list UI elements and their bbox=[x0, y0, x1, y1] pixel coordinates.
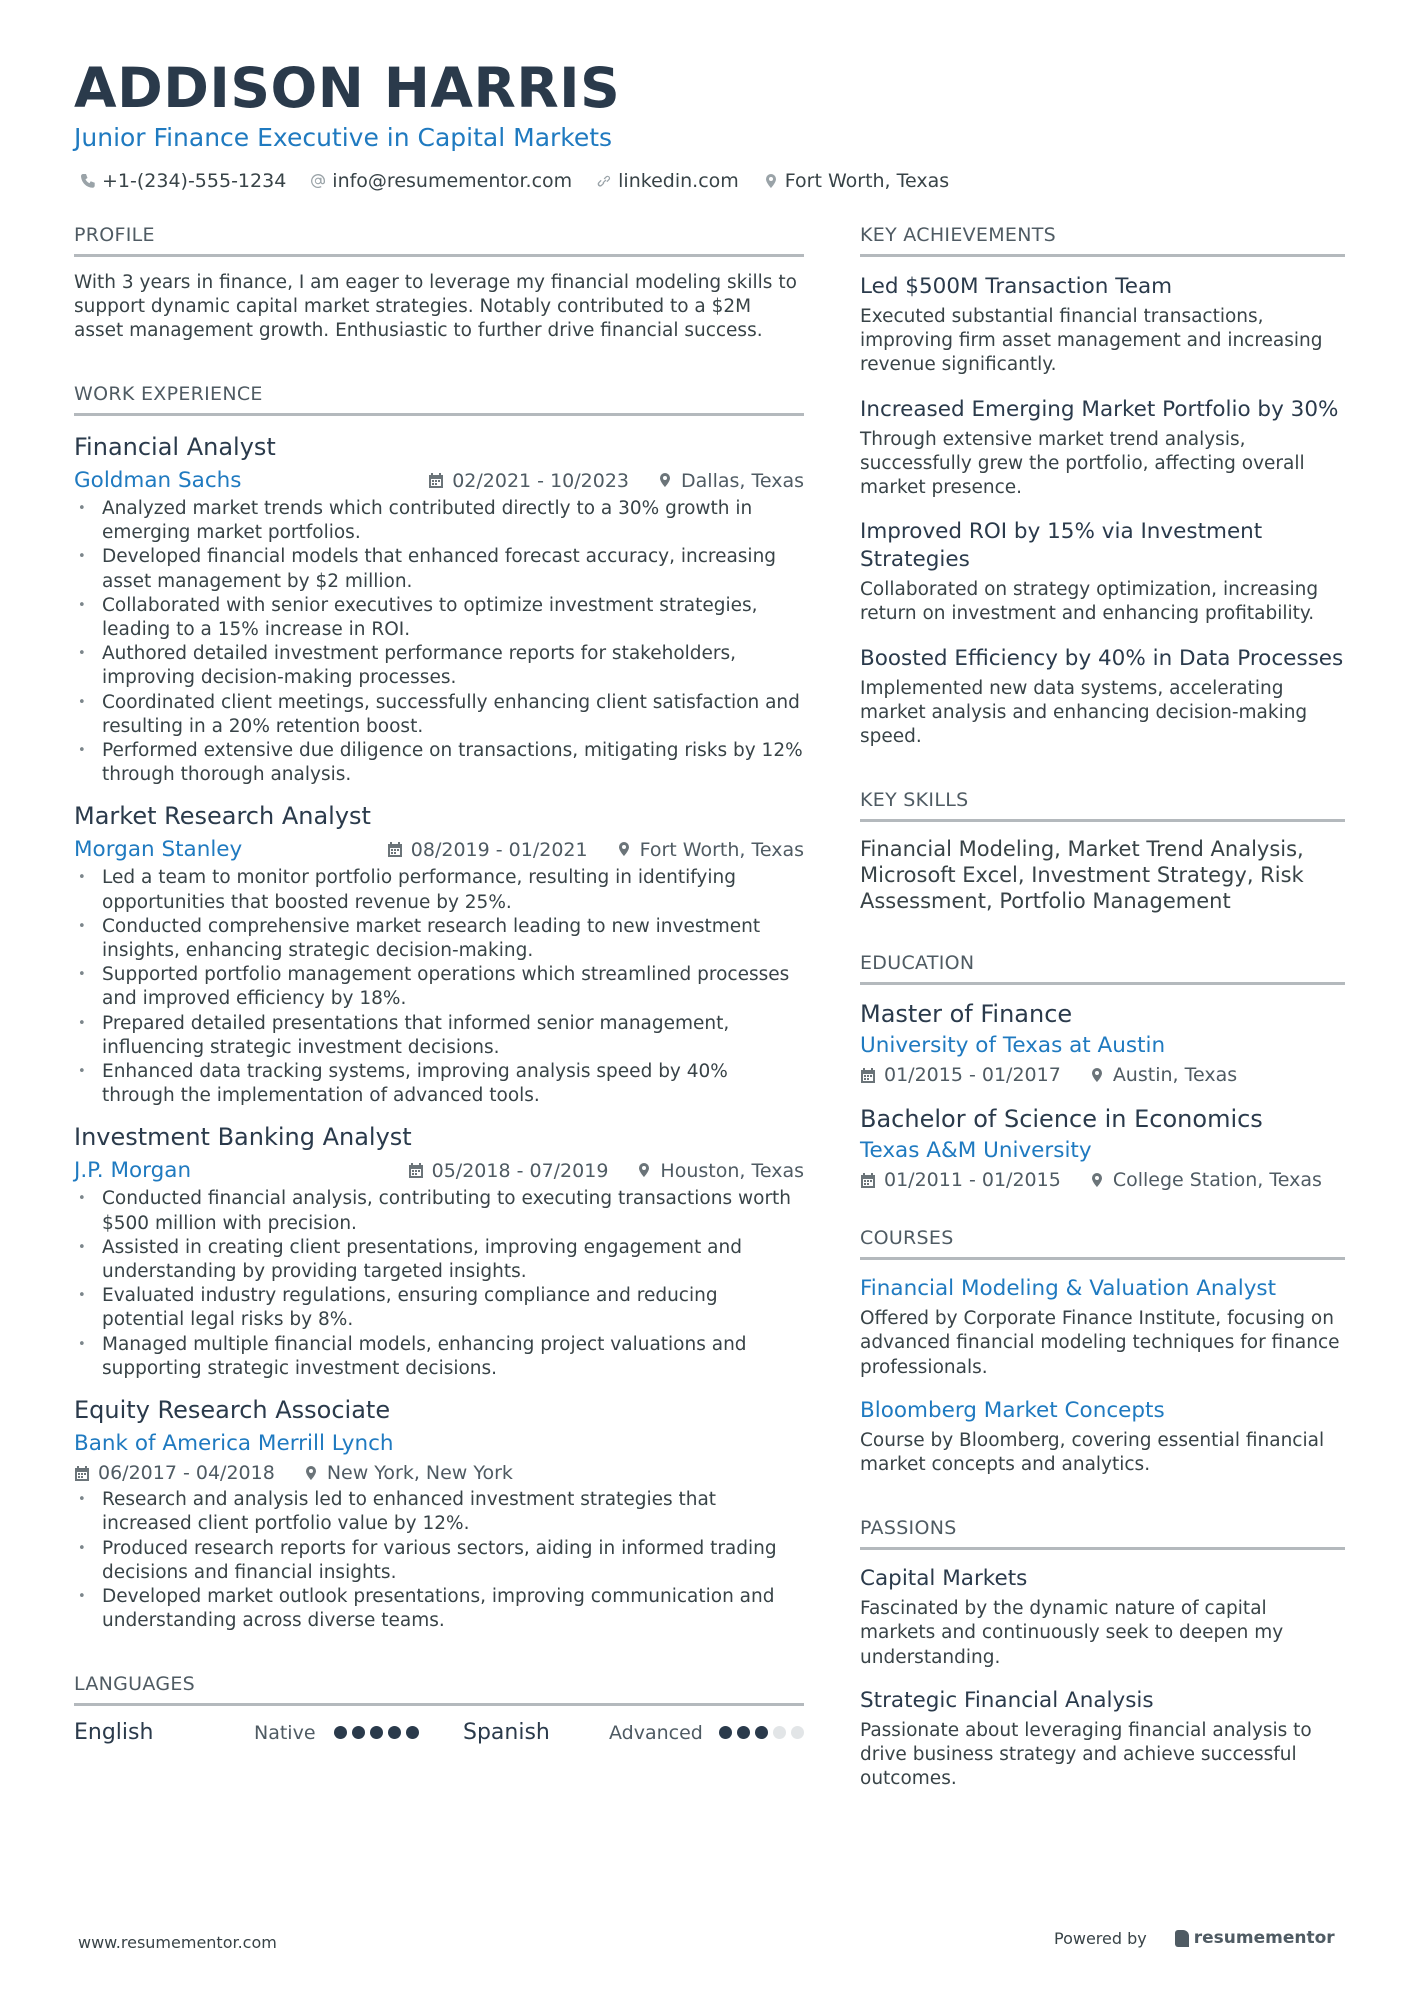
contact-location bbox=[763, 170, 949, 192]
achievement-desc: Through extensive market trend analysis, successfully grew the portfolio, affecting overall market presence. bbox=[860, 428, 1305, 499]
bullet-item: • Prepared detailed presentations that informed senior management, influencing strategic investment decisions. bbox=[74, 1012, 804, 1060]
achievement-title: Increased Emerging Market Portfolio by 30% bbox=[860, 396, 1339, 422]
education-dates-text: 01/2011 - 01/2015 bbox=[884, 1169, 1061, 1192]
achievement-title: Led $500M Transaction Team bbox=[860, 274, 1173, 299]
calendar-icon bbox=[408, 1162, 424, 1179]
education-location bbox=[1089, 1169, 1322, 1191]
courses-heading: COURSES bbox=[860, 1227, 1345, 1260]
bullet-item: • Coordinated client meetings, successfully enhancing client satisfaction and resulting in a 20% retention boost. bbox=[74, 691, 804, 739]
profile-text: With 3 years in finance, I am eager to leverage my financial modeling skills to support dynamic capital market strategies. Notably contributed to a $2M asset management growth. Enthusiastic to further drive financial success. bbox=[74, 272, 797, 341]
education-school: Texas A&M University bbox=[860, 1138, 1092, 1164]
job-location-text: New York, New York bbox=[326, 1462, 513, 1485]
job-location-text: Fort Worth, Texas bbox=[639, 838, 804, 861]
bullet-item: • Developed market outlook presentations, improving communication and understanding across diverse teams. bbox=[74, 1585, 804, 1633]
job-location-text: Houston, Texas bbox=[660, 1159, 804, 1182]
job-meta bbox=[74, 1158, 804, 1183]
rating-dot-empty bbox=[773, 1726, 786, 1739]
achievement-title: Improved ROI by 15% via Investment Strategies bbox=[860, 519, 1263, 573]
education-heading: EDUCATION bbox=[860, 952, 1345, 985]
passion-item bbox=[860, 1566, 1345, 1670]
course-desc: Offered by Corporate Finance Institute, focusing on advanced financial modeling techniques for finance professionals. bbox=[860, 1308, 1340, 1378]
bullet-item: • Authored detailed investment performance reports for stakeholders, improving decision-making processes. bbox=[74, 642, 804, 690]
location-pin-icon bbox=[1089, 1067, 1105, 1084]
job-location bbox=[303, 1462, 513, 1484]
language-name: Spanish bbox=[463, 1720, 550, 1746]
rating-dot-filled bbox=[388, 1726, 401, 1739]
bullet-item: • Research and analysis led to enhanced investment strategies that increased client portfolio value by 12%. bbox=[74, 1488, 804, 1536]
job-entry bbox=[74, 432, 804, 787]
education-location bbox=[1089, 1064, 1237, 1086]
education-school: University of Texas at Austin bbox=[860, 1033, 1166, 1059]
education-degree: Bachelor of Science in Economics bbox=[860, 1105, 1263, 1134]
job-entry bbox=[74, 801, 804, 1108]
company-name: J.P. Morgan bbox=[74, 1158, 192, 1184]
education-dates bbox=[860, 1169, 1061, 1191]
job-dates bbox=[428, 470, 629, 492]
job-bullets bbox=[74, 1488, 804, 1633]
footer-branding bbox=[1054, 1928, 1335, 1948]
language-level: Advanced bbox=[609, 1721, 703, 1744]
rating-dot-filled bbox=[719, 1726, 732, 1739]
job-dates-text: 08/2019 - 01/2021 bbox=[410, 838, 588, 861]
job-meta-right bbox=[428, 470, 804, 492]
bullet-item: • Led a team to monitor portfolio performance, resulting in identifying opportunities that boosted revenue by 25%. bbox=[74, 866, 804, 914]
job-title: Market Research Analyst bbox=[74, 802, 371, 831]
job-bullets bbox=[74, 1187, 804, 1381]
education-item bbox=[860, 999, 1345, 1086]
company-name: Morgan Stanley bbox=[74, 837, 243, 863]
education-dates-text: 01/2015 - 01/2017 bbox=[884, 1064, 1061, 1087]
education-dates bbox=[860, 1064, 1061, 1086]
bullet-item: • Analyzed market trends which contributed directly to a 30% growth in emerging market portfolios. bbox=[74, 497, 804, 545]
phone-icon bbox=[80, 173, 96, 189]
job-meta bbox=[74, 1462, 804, 1484]
brand-logo[interactable] bbox=[1175, 1928, 1335, 1948]
job-entry bbox=[74, 1122, 804, 1381]
education-location-text: College Station, Texas bbox=[1112, 1169, 1322, 1192]
course-name: Bloomberg Market Concepts bbox=[860, 1397, 1165, 1423]
language-level: Native bbox=[254, 1721, 316, 1744]
calendar-icon bbox=[387, 841, 403, 858]
achievement-title: Boosted Efficiency by 40% in Data Processes bbox=[860, 645, 1344, 671]
rating-dot-filled bbox=[406, 1726, 419, 1739]
passion-item bbox=[860, 1688, 1345, 1792]
job-title: Financial Analyst bbox=[74, 433, 276, 461]
achievement-desc: Implemented new data systems, accelerating market analysis and enhancing decision-making speed. bbox=[860, 677, 1308, 748]
education-meta bbox=[860, 1064, 1345, 1086]
job-meta bbox=[74, 468, 804, 493]
job-meta-right bbox=[408, 1160, 804, 1182]
candidate-name: ADDISON HARRIS bbox=[74, 56, 621, 120]
education-meta bbox=[860, 1169, 1345, 1191]
education-item bbox=[860, 1104, 1345, 1191]
job-dates bbox=[408, 1160, 609, 1182]
passion-name: Strategic Financial Analysis bbox=[860, 1687, 1154, 1713]
candidate-title: Junior Finance Executive in Capital Markets bbox=[74, 123, 613, 152]
footer-website[interactable]: www.resumementor.com bbox=[78, 1933, 277, 1952]
language-rating bbox=[334, 1726, 419, 1739]
job-entry bbox=[74, 1395, 804, 1633]
contact-bar bbox=[80, 170, 949, 192]
brand-mark-icon bbox=[1175, 1930, 1189, 1947]
contact-email[interactable] bbox=[310, 170, 572, 192]
education-degree: Master of Finance bbox=[860, 1000, 1073, 1029]
experience-heading: WORK EXPERIENCE bbox=[74, 383, 804, 416]
course-item bbox=[860, 1398, 1345, 1477]
education-location-text: Austin, Texas bbox=[1112, 1064, 1238, 1087]
job-dates bbox=[387, 839, 588, 861]
passion-desc: Passionate about leveraging financial analysis to drive business strategy and achieve successful outcomes. bbox=[860, 1719, 1312, 1790]
passion-desc: Fascinated by the dynamic nature of capital markets and continuously seek to deepen my understanding. bbox=[860, 1598, 1284, 1668]
bullet-item: • Conducted financial analysis, contributing to executing transactions worth $500 million with precision. bbox=[74, 1187, 804, 1235]
course-name: Financial Modeling & Valuation Analyst bbox=[860, 1276, 1277, 1302]
job-title: Equity Research Associate bbox=[74, 1396, 391, 1425]
location-pin-icon bbox=[763, 173, 779, 189]
bullet-item: • Performed extensive due diligence on transactions, mitigating risks by 12% through thorough analysis. bbox=[74, 739, 804, 787]
job-meta bbox=[74, 837, 804, 862]
contact-linkedin[interactable] bbox=[596, 170, 739, 192]
location-pin-icon bbox=[657, 472, 673, 489]
job-dates-text: 02/2021 - 10/2023 bbox=[452, 469, 630, 492]
job-location bbox=[657, 470, 804, 492]
left-column bbox=[74, 224, 804, 1745]
rating-dot-filled bbox=[334, 1726, 347, 1739]
bullet-item: • Developed financial models that enhanced forecast accuracy, increasing asset management by $2 million. bbox=[74, 545, 804, 593]
achievement-item bbox=[860, 645, 1345, 750]
achievement-item bbox=[860, 518, 1345, 626]
achievement-item bbox=[860, 396, 1345, 501]
languages-heading: LANGUAGES bbox=[74, 1673, 804, 1706]
bullet-item: • Collaborated with senior executives to optimize investment strategies, leading to a 15% increase in ROI. bbox=[74, 594, 804, 642]
company-name: Goldman Sachs bbox=[74, 468, 242, 493]
powered-by-label: Powered by bbox=[1054, 1928, 1147, 1948]
rating-dot-empty bbox=[791, 1726, 804, 1739]
languages-row bbox=[74, 1720, 804, 1745]
job-location bbox=[616, 839, 804, 861]
skills-text: Financial Modeling, Market Trend Analysis, Microsoft Excel, Investment Strategy, Risk Assessment, Portfolio Management bbox=[860, 837, 1304, 914]
rating-dot-filled bbox=[370, 1726, 383, 1739]
job-location bbox=[636, 1160, 804, 1182]
bullet-item: • Assisted in creating client presentations, improving engagement and understanding by providing targeted insights. bbox=[74, 1236, 804, 1284]
job-dates bbox=[74, 1462, 275, 1484]
job-meta-right bbox=[387, 839, 804, 861]
email-text: info@resumementor.com bbox=[332, 170, 573, 192]
passions-heading: PASSIONS bbox=[860, 1517, 1345, 1550]
contact-phone[interactable] bbox=[80, 170, 286, 192]
language-rating bbox=[719, 1726, 804, 1739]
calendar-icon bbox=[74, 1465, 90, 1482]
language-name: English bbox=[74, 1720, 154, 1746]
course-desc: Course by Bloomberg, covering essential financial market concepts and analytics. bbox=[860, 1429, 1325, 1476]
company-name: Bank of America Merrill Lynch bbox=[74, 1431, 394, 1457]
location-pin-icon bbox=[636, 1162, 652, 1179]
achievement-desc: Executed substantial financial transactions, improving firm asset management and increasing revenue significantly. bbox=[860, 306, 1323, 376]
location-pin-icon bbox=[1089, 1172, 1105, 1189]
job-bullets bbox=[74, 866, 804, 1108]
link-icon bbox=[596, 173, 612, 189]
bullet-item: • Enhanced data tracking systems, improving analysis speed by 40% through the implementation of advanced tools. bbox=[74, 1060, 804, 1108]
job-dates-text: 06/2017 - 04/2018 bbox=[98, 1462, 275, 1485]
job-title: Investment Banking Analyst bbox=[74, 1123, 412, 1152]
job-bullets bbox=[74, 497, 804, 787]
profile-heading: PROFILE bbox=[74, 224, 804, 257]
brand-name: resumementor bbox=[1193, 1928, 1335, 1948]
rating-dot-filled bbox=[755, 1726, 768, 1739]
bullet-item: • Evaluated industry regulations, ensuring compliance and reducing potential legal risks by 8%. bbox=[74, 1284, 804, 1332]
skills-heading: KEY SKILLS bbox=[860, 789, 1345, 822]
job-dates-text: 05/2018 - 07/2019 bbox=[431, 1159, 609, 1182]
location-pin-icon bbox=[303, 1465, 319, 1482]
course-item bbox=[860, 1276, 1345, 1380]
right-column bbox=[860, 224, 1345, 1809]
bullet-item: • Produced research reports for various sectors, aiding in informed trading decisions and financial insights. bbox=[74, 1537, 804, 1585]
bullet-item: • Managed multiple financial models, enhancing project valuations and supporting strategic investment decisions. bbox=[74, 1333, 804, 1381]
linkedin-text: linkedin.com bbox=[618, 170, 739, 192]
achievements-heading: KEY ACHIEVEMENTS bbox=[860, 224, 1345, 257]
achievement-desc: Collaborated on strategy optimization, increasing return on investment and enhancing profitability. bbox=[860, 579, 1319, 625]
at-icon bbox=[310, 173, 326, 189]
achievement-item bbox=[860, 273, 1345, 378]
passion-name: Capital Markets bbox=[860, 1566, 1028, 1592]
location-text: Fort Worth, Texas bbox=[784, 170, 950, 192]
bullet-item: • Conducted comprehensive market research leading to new investment insights, enhancing strategic decision-making. bbox=[74, 915, 804, 963]
calendar-icon bbox=[860, 1172, 876, 1189]
job-location-text: Dallas, Texas bbox=[681, 469, 804, 492]
location-pin-icon bbox=[616, 841, 632, 858]
calendar-icon bbox=[860, 1067, 876, 1084]
calendar-icon bbox=[428, 472, 444, 489]
rating-dot-filled bbox=[737, 1726, 750, 1739]
rating-dot-filled bbox=[352, 1726, 365, 1739]
bullet-item: • Supported portfolio management operations which streamlined processes and improved efficiency by 18%. bbox=[74, 963, 804, 1011]
phone-text: +1-(234)-555-1234 bbox=[102, 170, 287, 192]
